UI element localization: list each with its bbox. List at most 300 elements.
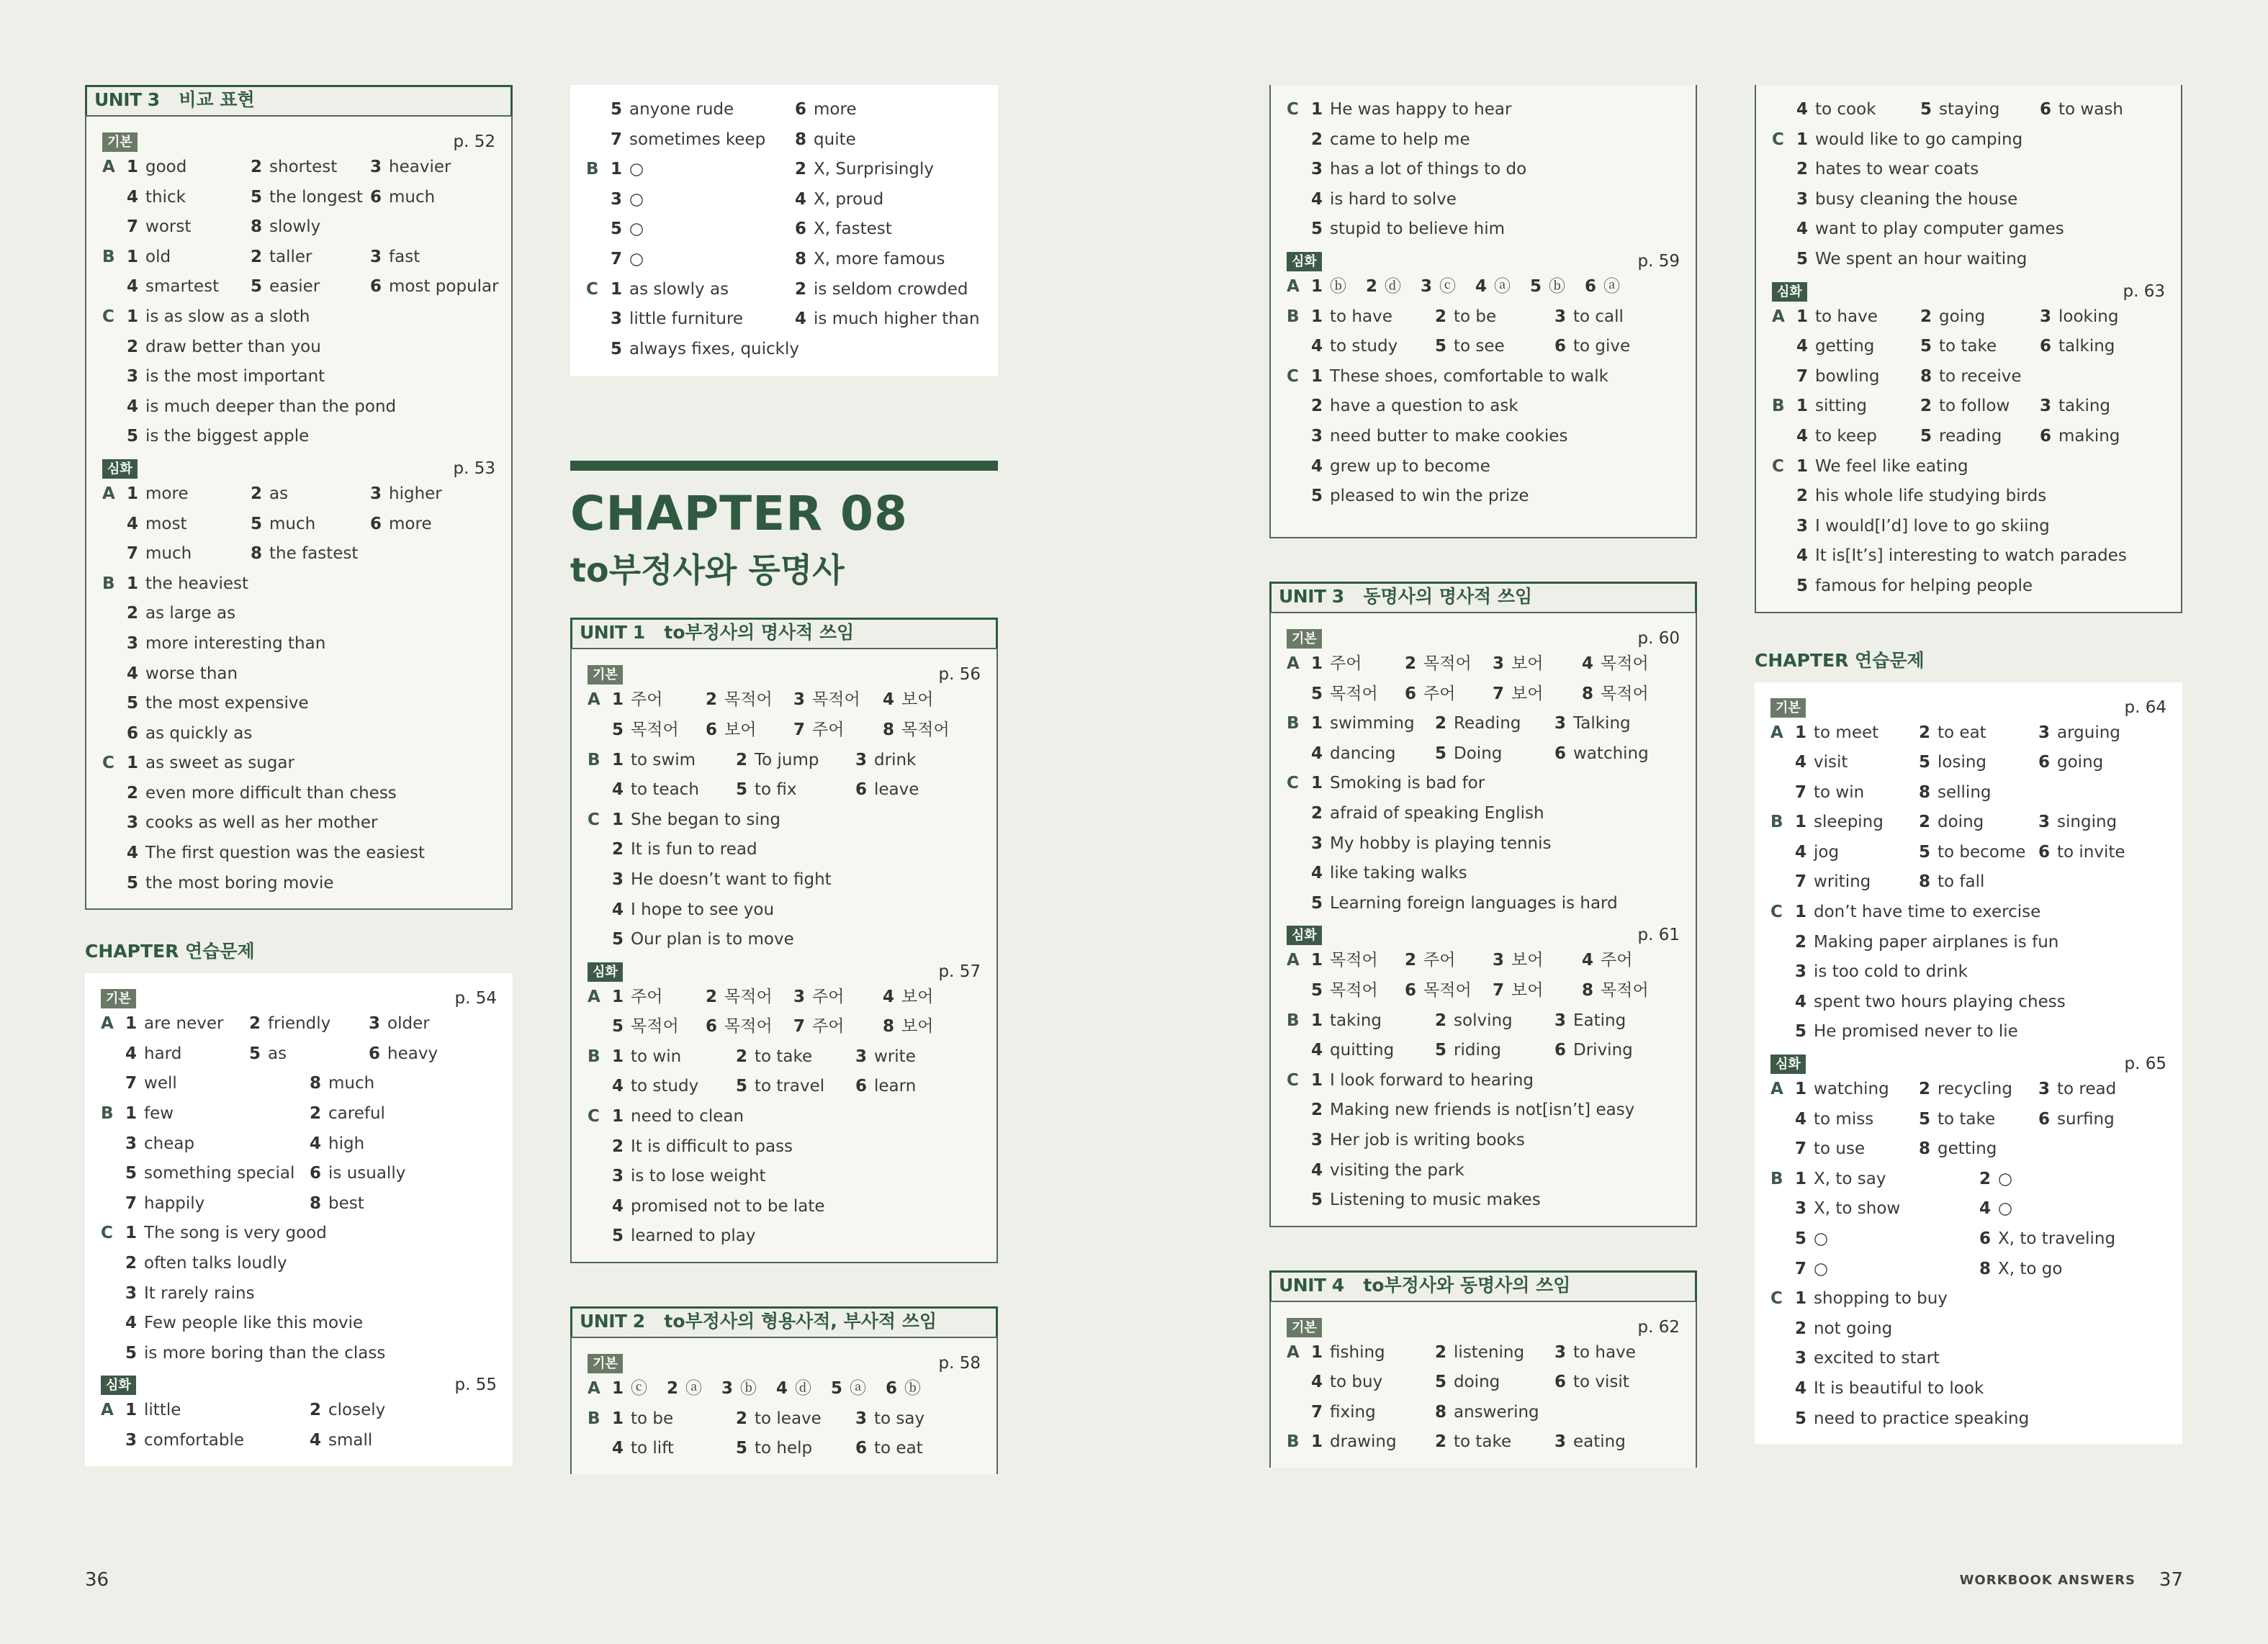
answer-number: 5 xyxy=(1919,842,1931,862)
answer-number: 1 xyxy=(125,1014,138,1034)
answer-number: 8 xyxy=(310,1193,322,1213)
answer-row xyxy=(1287,1338,1680,1368)
answer-row xyxy=(1287,1006,1680,1036)
answer-text: write xyxy=(874,1047,916,1066)
answer-item xyxy=(1311,1156,1464,1186)
answer-text: 보어 xyxy=(901,1017,934,1036)
answer-item xyxy=(1795,1075,1889,1105)
answer-number: 7 xyxy=(1795,1139,1807,1159)
unit-header xyxy=(1269,582,1697,612)
answer-item xyxy=(1493,679,1543,710)
answer-item xyxy=(795,275,968,305)
answer-number: 2 xyxy=(795,160,807,179)
answer-number: 4 xyxy=(125,1044,138,1063)
answer-row xyxy=(1770,808,2166,838)
question-letter: A xyxy=(1287,276,1300,296)
answer-text: excited to start xyxy=(1814,1349,1940,1368)
answer-number: 4 xyxy=(1795,1378,1807,1398)
answer-text: 목적어 xyxy=(1601,654,1649,673)
answer-row xyxy=(588,1192,981,1222)
answer-box xyxy=(570,1337,998,1474)
answer-text: shopping to buy xyxy=(1814,1289,1948,1309)
answer-number: 1 xyxy=(1795,1080,1807,1099)
answer-item xyxy=(1795,1194,1900,1224)
answer-row xyxy=(1287,889,1680,919)
answer-item xyxy=(612,746,696,776)
answer-row xyxy=(1770,1075,2166,1105)
answer-number: 6 xyxy=(1979,1229,1992,1248)
answer-text: as sweet as sugar xyxy=(145,754,294,773)
answer-number: 1 xyxy=(125,1104,138,1124)
answer-row xyxy=(1287,739,1680,769)
answer-row xyxy=(1287,302,1680,333)
page-reference: p. 55 xyxy=(454,1376,497,1395)
answer-row xyxy=(1770,718,2166,749)
answer-text: Driving xyxy=(1573,1041,1633,1060)
answer-item xyxy=(883,1012,933,1042)
answer-text: small xyxy=(328,1430,373,1450)
question-letter: B xyxy=(588,750,600,769)
answer-item xyxy=(127,333,321,363)
answer-item xyxy=(370,510,432,540)
answer-text: fishing xyxy=(1330,1342,1385,1362)
answer-item xyxy=(1493,946,1543,976)
answer-text: hates to wear coats xyxy=(1815,160,1979,179)
answer-text: 보어 xyxy=(724,720,757,739)
answer-row xyxy=(586,335,982,365)
answer-number: 5 xyxy=(611,100,623,119)
answer-text: leave xyxy=(874,780,919,800)
answer-text: sleeping xyxy=(1814,813,1884,832)
answer-text: good xyxy=(145,158,187,176)
answer-text: Few people like this movie xyxy=(144,1314,364,1333)
answer-text: Listening to music makes xyxy=(1330,1191,1541,1210)
answer-item xyxy=(1475,272,1511,302)
answer-item xyxy=(1311,452,1490,482)
answer-text: 보어 xyxy=(1511,951,1544,970)
answer-text: pleased to win the prize xyxy=(1330,487,1529,506)
answer-item xyxy=(1796,572,2033,602)
answer-text: is usually xyxy=(328,1164,406,1183)
answer-number: 4 xyxy=(612,1077,624,1096)
answer-row xyxy=(102,422,495,452)
answer-text: The song is very good xyxy=(144,1224,327,1243)
answer-item xyxy=(612,1162,766,1192)
answer-item xyxy=(1795,1017,2018,1047)
answer-number: 4 xyxy=(883,690,895,710)
answer-number: 6 xyxy=(2038,842,2051,862)
answer-number: 6 xyxy=(795,100,807,119)
answer-item xyxy=(1919,1134,1997,1165)
answer-text: talking xyxy=(2058,337,2115,356)
answer-row xyxy=(1772,214,2165,245)
answer-text: 주어 xyxy=(812,720,845,739)
answer-text: 목적어 xyxy=(1330,980,1378,1000)
answer-number: 4 xyxy=(127,277,139,297)
answer-number: 3 xyxy=(1554,1342,1567,1362)
answer-row xyxy=(102,599,495,629)
answer-number: 2 xyxy=(1405,951,1417,970)
section-header xyxy=(1287,1314,1680,1338)
answer-number: 2 xyxy=(706,690,718,710)
answer-text: ○ xyxy=(1998,1199,2013,1219)
answer-item xyxy=(1435,1036,1501,1066)
answer-row xyxy=(588,1221,981,1252)
answer-text: We spent an hour waiting xyxy=(1815,249,2028,268)
answer-number: 6 xyxy=(2040,100,2052,119)
answer-item xyxy=(1796,245,2027,275)
answer-item xyxy=(1311,302,1392,333)
answer-box xyxy=(1269,1301,1697,1468)
answer-item xyxy=(251,539,358,569)
answer-text: need butter to make cookies xyxy=(1330,426,1568,446)
answer-number: 4 xyxy=(1311,1373,1323,1392)
answer-number: 3 xyxy=(721,1379,734,1399)
answer-number: 3 xyxy=(1311,160,1323,179)
answer-number: 2 xyxy=(1796,487,1809,506)
answer-item xyxy=(127,719,252,749)
answer-item xyxy=(127,749,294,779)
answer-text: his whole life studying birds xyxy=(1815,487,2047,506)
answer-section xyxy=(1287,248,1680,512)
answer-number: 1 xyxy=(1311,366,1323,386)
answer-number: 6 xyxy=(706,1017,718,1036)
answer-item xyxy=(1311,422,1567,452)
answer-text: ○ xyxy=(1998,1169,2013,1188)
answer-number: 5 xyxy=(125,1164,138,1183)
question-letter: A xyxy=(102,158,115,176)
answer-row xyxy=(1772,392,2165,422)
answer-number: 5 xyxy=(1311,487,1323,506)
unit-label: UNIT 4 xyxy=(1279,1274,1344,1296)
answer-text: These shoes, comfortable to walk xyxy=(1330,366,1608,386)
answer-item xyxy=(1795,1404,2029,1435)
answer-text: heavy xyxy=(387,1044,438,1063)
answer-row xyxy=(1772,541,2165,572)
page-reference: p. 56 xyxy=(938,665,981,685)
answer-item xyxy=(125,1009,223,1039)
answer-text: older xyxy=(387,1014,430,1034)
answer-item xyxy=(127,839,425,869)
answer-item xyxy=(127,422,309,452)
answer-number: 1 xyxy=(1311,276,1323,296)
answer-item xyxy=(2038,748,2103,778)
answer-section xyxy=(588,661,981,954)
answer-row xyxy=(102,659,495,690)
answer-number: 4 xyxy=(1796,426,1809,446)
answer-item xyxy=(612,1042,681,1072)
answer-number: 2 xyxy=(1366,276,1378,296)
answer-row xyxy=(1770,1404,2166,1435)
answer-item xyxy=(1979,1255,2062,1285)
answer-text: 목적어 xyxy=(724,1017,773,1036)
answer-row xyxy=(588,1162,981,1192)
answer-number: 3 xyxy=(370,484,382,503)
answer-number: 5 xyxy=(611,220,623,239)
answer-number: 2 xyxy=(1311,803,1323,823)
answer-item xyxy=(611,304,743,335)
answer-number: 3 xyxy=(1554,307,1567,326)
answer-text: 보어 xyxy=(1511,684,1544,703)
section-header xyxy=(101,1371,497,1396)
answer-text: heavier xyxy=(389,158,451,176)
answer-number: 1 xyxy=(1795,903,1807,922)
answer-row xyxy=(101,1189,497,1219)
answer-number: 3 xyxy=(612,870,624,889)
answer-item xyxy=(736,1404,822,1435)
answer-number: 5 xyxy=(251,277,263,297)
answer-item xyxy=(2040,302,2118,333)
answer-item xyxy=(251,510,315,540)
answer-number: 8 xyxy=(1582,684,1594,703)
answer-text: to cook xyxy=(1815,100,1876,119)
answer-row xyxy=(101,1249,497,1279)
answer-number: 1 xyxy=(1311,774,1323,793)
answer-item xyxy=(1979,1194,2012,1224)
answer-item xyxy=(2040,392,2110,422)
answer-row xyxy=(1287,1427,1680,1458)
answer-number: 5 xyxy=(251,514,263,533)
answer-number: 1 xyxy=(1795,1169,1807,1188)
answer-row xyxy=(1287,362,1680,392)
answer-number: 6 xyxy=(706,720,718,739)
answer-item xyxy=(1795,928,2058,958)
answer-text: He promised never to lie xyxy=(1814,1022,2018,1042)
answer-section xyxy=(102,455,495,898)
question-letter: C xyxy=(1770,903,1783,922)
answer-item xyxy=(1979,1165,2012,1195)
answer-text: is too cold to drink xyxy=(1814,962,1968,982)
answer-item xyxy=(1311,649,1362,679)
answer-item xyxy=(2038,1075,2116,1105)
answer-text: is seldom crowded xyxy=(814,279,968,299)
answer-item xyxy=(1796,155,1979,185)
answer-row xyxy=(586,214,982,245)
level-tag: 심화 xyxy=(588,962,623,982)
answer-item xyxy=(1796,392,1867,422)
answer-text: to take xyxy=(1938,1109,1996,1129)
answer-item xyxy=(369,1009,430,1039)
answer-row xyxy=(1770,748,2166,778)
answer-row xyxy=(586,95,982,125)
answer-text: to wash xyxy=(2058,100,2123,119)
answer-item xyxy=(1311,889,1618,919)
question-letter: C xyxy=(1287,1070,1299,1090)
answer-row xyxy=(102,808,495,839)
answer-row xyxy=(1770,957,2166,988)
answer-number: 5 xyxy=(612,1017,624,1036)
answer-number: 3 xyxy=(793,690,806,710)
answer-number: 5 xyxy=(612,1227,624,1246)
answer-text: Her job is writing books xyxy=(1330,1130,1525,1150)
answer-item xyxy=(793,1012,844,1042)
answer-row xyxy=(101,1129,497,1160)
answer-text: He was happy to hear xyxy=(1330,100,1512,119)
answer-text: high xyxy=(328,1134,365,1153)
answer-item xyxy=(1795,838,1839,868)
answer-number: 8 xyxy=(1919,872,1931,892)
answer-row xyxy=(102,183,495,213)
answer-item xyxy=(127,302,310,333)
answer-item xyxy=(612,983,662,1013)
unit-title: 동명사의 명사적 쓰임 xyxy=(1363,586,1533,607)
answer-item xyxy=(736,1434,812,1464)
page-reference: p. 54 xyxy=(454,989,497,1008)
answer-item xyxy=(1435,709,1521,739)
answer-text: jog xyxy=(1814,842,1840,862)
answer-item xyxy=(831,1374,866,1404)
answer-number: 2 xyxy=(1435,1432,1447,1452)
answer-number: 3 xyxy=(611,310,623,329)
answer-row xyxy=(588,1374,981,1404)
answer-number: 4 xyxy=(1582,951,1594,970)
answer-text: to take xyxy=(1454,1432,1512,1452)
answer-text: to eat xyxy=(874,1439,923,1458)
question-letter: B xyxy=(1287,714,1300,733)
answer-text: more interesting than xyxy=(145,633,326,653)
answer-item xyxy=(1554,739,1649,769)
answer-text: as quickly as xyxy=(145,723,253,743)
answer-number: 8 xyxy=(883,1017,895,1036)
page-reference: p. 63 xyxy=(2123,281,2165,301)
answer-item xyxy=(793,685,860,715)
answer-row xyxy=(1287,452,1680,482)
answer-item xyxy=(1311,859,1467,889)
answer-item xyxy=(127,689,309,719)
answer-number: 3 xyxy=(1421,276,1433,296)
answer-number: 5 xyxy=(612,930,624,949)
level-tag: 심화 xyxy=(1772,282,1807,302)
answer-text: 목적어 xyxy=(812,690,860,710)
answer-number: 3 xyxy=(855,750,868,769)
answer-row xyxy=(1287,332,1680,362)
answer-number: 1 xyxy=(1796,397,1809,416)
answer-item xyxy=(611,214,644,245)
answer-text: always fixes, quickly xyxy=(629,339,799,358)
answer-number: 3 xyxy=(2040,307,2052,326)
answer-item xyxy=(310,1189,364,1219)
answer-number: 1 xyxy=(1796,307,1809,326)
answer-number: 1 xyxy=(1311,1342,1323,1362)
answer-item xyxy=(1311,125,1470,155)
answer-number: 8 xyxy=(1582,980,1594,1000)
answer-text: writing xyxy=(1814,872,1871,892)
answer-section xyxy=(101,985,497,1368)
answer-text: X, Surprisingly xyxy=(814,160,935,179)
answer-item xyxy=(612,835,757,865)
answer-row xyxy=(1287,649,1680,679)
answer-box xyxy=(85,115,513,910)
answer-number: 4 xyxy=(883,987,895,1006)
answer-item xyxy=(1435,1427,1511,1458)
answer-number: 1 xyxy=(612,690,624,710)
answer-text: the longest xyxy=(269,187,363,207)
answer-number: 4 xyxy=(1311,337,1323,356)
answer-text: to travel xyxy=(755,1077,825,1096)
answer-row xyxy=(1770,1105,2166,1135)
answer-item xyxy=(310,1099,385,1129)
answer-text: Making new friends is not[isn’t] easy xyxy=(1330,1101,1635,1120)
answer-text: more xyxy=(814,100,857,119)
answer-number: 2 xyxy=(310,1104,322,1124)
answer-item xyxy=(1920,362,2021,392)
answer-item xyxy=(1311,679,1378,710)
answer-item xyxy=(611,275,729,305)
answer-number: 5 xyxy=(1796,576,1809,595)
answer-number: 2 xyxy=(1920,307,1932,326)
answer-text: 목적어 xyxy=(631,720,679,739)
answer-number: 2 xyxy=(127,604,139,623)
answer-text: answering xyxy=(1454,1402,1539,1422)
answer-item xyxy=(125,1219,327,1249)
level-tag: 기본 xyxy=(102,132,138,152)
answer-row xyxy=(1287,95,1680,125)
answer-text: riding xyxy=(1454,1041,1502,1060)
answer-row xyxy=(102,689,495,719)
answer-number: 6 xyxy=(2040,426,2052,446)
answer-number: 5 xyxy=(1920,426,1932,446)
answer-text: hard xyxy=(144,1044,182,1063)
answer-row xyxy=(1287,859,1680,889)
answer-text: much xyxy=(389,187,436,207)
answer-item xyxy=(1795,808,1884,838)
question-letter: A xyxy=(1287,1342,1300,1362)
unit-header xyxy=(85,85,513,115)
answer-number: 7 xyxy=(1795,1259,1807,1278)
answer-number: 4 xyxy=(795,189,807,209)
answer-number: 4 xyxy=(127,397,139,416)
answer-number: 4 xyxy=(1311,189,1323,209)
answer-row xyxy=(101,1279,497,1309)
answer-item xyxy=(1795,1374,1984,1404)
answer-text: to become xyxy=(1938,842,2026,862)
answer-number: 6 xyxy=(1554,1041,1567,1060)
answer-text: to use xyxy=(1814,1139,1866,1159)
answer-row xyxy=(1287,1036,1680,1066)
answer-item xyxy=(1796,185,2017,215)
answer-number: 6 xyxy=(370,277,382,297)
question-letter: B xyxy=(588,1047,600,1066)
answer-item xyxy=(125,1039,181,1070)
unit-header xyxy=(570,1306,998,1337)
answer-row xyxy=(1287,392,1680,422)
answer-item xyxy=(2040,95,2123,125)
answer-number: 3 xyxy=(370,158,382,176)
answer-item xyxy=(127,808,377,839)
question-letter: C xyxy=(101,1224,113,1243)
answer-number: 2 xyxy=(127,783,139,803)
question-letter: B xyxy=(1287,1011,1300,1030)
answer-text: grew up to become xyxy=(1330,456,1490,476)
answer-text: as xyxy=(268,1044,287,1063)
answer-item xyxy=(1919,718,1986,749)
question-letter: C xyxy=(1772,456,1784,476)
answer-number: 1 xyxy=(1311,1011,1323,1030)
answer-text: stupid to believe him xyxy=(1330,220,1506,239)
answer-item xyxy=(1493,649,1543,679)
answer-text: friendly xyxy=(268,1014,331,1034)
answer-item xyxy=(883,715,950,746)
answer-row xyxy=(1287,1096,1680,1126)
answer-number: 6 xyxy=(127,723,139,743)
answer-item xyxy=(127,659,238,690)
answer-number: 6 xyxy=(1554,337,1567,356)
answer-text: to receive xyxy=(1939,366,2022,386)
answer-item xyxy=(1920,302,1985,333)
answer-number: 5 xyxy=(831,1379,843,1399)
answer-item xyxy=(855,1434,923,1464)
answer-item xyxy=(1435,1006,1513,1036)
